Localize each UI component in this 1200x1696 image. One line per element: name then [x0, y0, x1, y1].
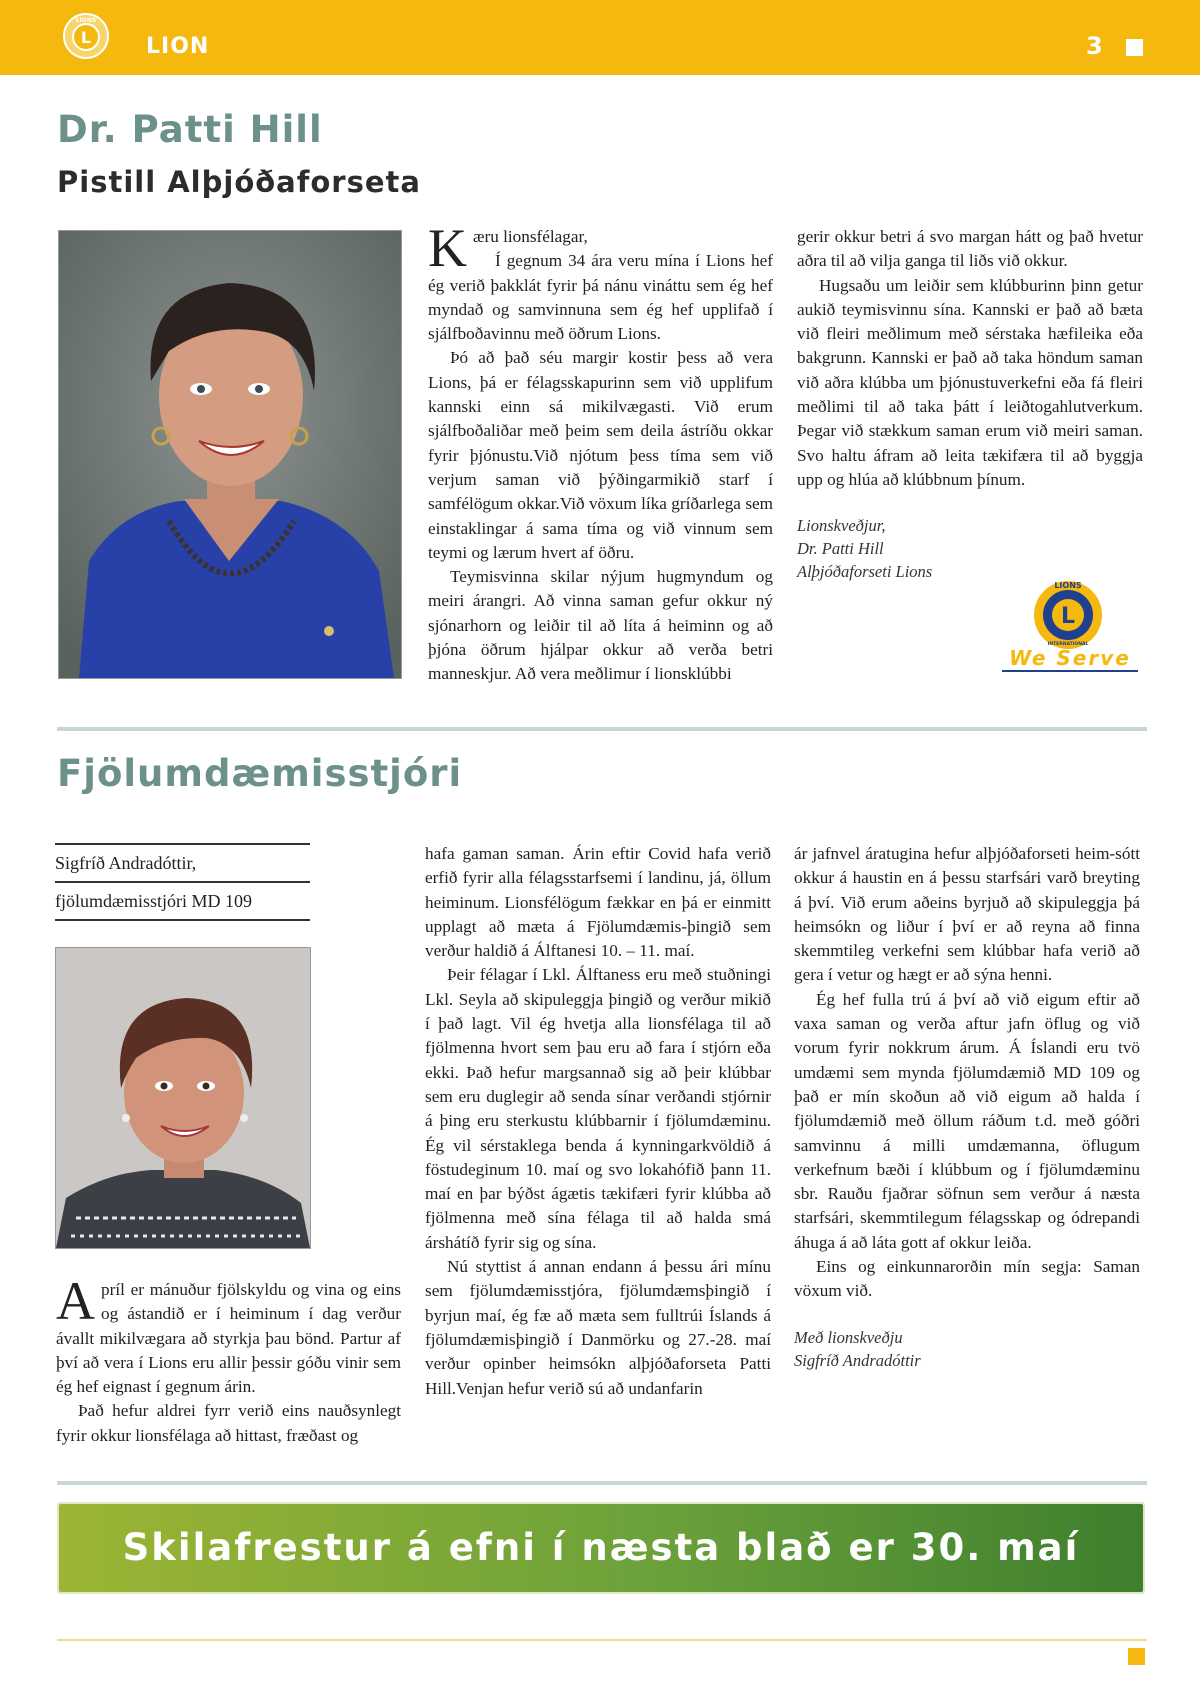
signature-line: Með lionskveðju [794, 1327, 903, 1347]
signature-line: Sigfríð Andradóttir [794, 1350, 921, 1370]
paragraph: æru lionsfélagar, [473, 227, 588, 246]
signature-line: Lionskveðjur, [797, 516, 886, 536]
signature-line: Alþjóðaforseti Lions [797, 562, 933, 582]
paragraph: hafa gaman saman. Árin eftir Covid hafa verið erfið fyrir alla félagsstarfsemi í landinu, já, öllum heiminum. Lionsfélögum fækkar en þá er einmitt upplagt að mæta á Fjölumdæmis-þingið sem verður haldið á Álftanesi 10. – 11. maí. [425, 844, 771, 961]
signature [794, 1326, 1140, 1372]
page-header [0, 0, 1200, 75]
paragraph: Í gegnum 34 ára veru mína í Lions hef ég verið þakklát fyrir þá nánu vináttu sem ég hef myndað og samvinnuna sem ég hef upplifað í sjálfboðavinnu með öðrum Lions. [428, 251, 773, 344]
section-divider [57, 1481, 1147, 1485]
svg-text:LIONS: LIONS [75, 17, 97, 24]
lions-we-serve-logo [1000, 575, 1140, 675]
dropcap: A [56, 1271, 95, 1331]
footer-rule [57, 1639, 1147, 1641]
article1-column-2 [797, 225, 1143, 583]
paragraph: Eins og einkunnarorðin mín segja: Saman vöxum við. [794, 1257, 1140, 1301]
svg-text:L: L [80, 28, 92, 47]
svg-text:INTERNATIONAL: INTERNATIONAL [1047, 642, 1089, 647]
paragraph: Hugsaðu um leiðir sem klúbburinn þinn getur aukið teymisvinnu sína. Kannski er það að bæta við fleiri meðlimum með sérstaka hæfileika eða bakgrunn. Kannski er það að taka höndum saman við aðra klúbba um þjónustuverkefni eða fá fleiri meðlimi til að taka þátt í leiðtogahlutverkum. Þegar við stækkum saman erum við meiri saman. Svo haltu áfram að leita tækifæra til að byggja upp og hlúa að klúbbnum þínum. [797, 275, 1143, 489]
svg-text:L: L [1060, 604, 1076, 629]
page-marker [1126, 39, 1143, 56]
author-box [55, 843, 310, 921]
lions-logo-icon [62, 12, 110, 60]
dropcap: K [428, 218, 467, 278]
paragraph: gerir okkur betri á svo margan hátt og það hvetur aðra til að vilja ganga til liðs við okkur. [797, 227, 1143, 271]
article2-column-1 [56, 1271, 401, 1448]
author-name: Sigfríð Andradóttir, [55, 843, 310, 881]
article-subtitle: Pistill Alþjóðaforseta [57, 165, 421, 199]
page-number: 3 [1086, 32, 1103, 60]
signature-line: Dr. Patti Hill [797, 539, 884, 559]
deadline-banner [57, 1502, 1145, 1594]
paragraph: Það hefur aldrei fyrr verið eins nauðsynlegt fyrir okkur lionsfélaga að hittast, fræðast og [56, 1401, 401, 1445]
paragraph: Teymisvinna skilar nýjum hugmyndum og meiri árangri. Að vinna saman gefur okkur ný sjónarhorn og leiðir til að líta á heiminn og að þjóna öðrum hjálpar okkur að verða betri manneskjur. Að vera meðlimur í lionsklúbbi [428, 567, 773, 684]
signature [797, 514, 1143, 583]
article2-column-3 [794, 842, 1140, 1372]
svg-text:LIONS: LIONS [1054, 581, 1082, 590]
portrait-photo [58, 230, 402, 679]
article-title: Dr. Patti Hill [57, 108, 323, 151]
article2-column-2 [425, 842, 771, 1401]
paragraph: Nú styttist á annan endann á þessu ári mínu sem fjölumdæmisstjóra, fjölumdæmsþingið í byrjun maí, ég fæ að mæta sem fulltrúi Íslands á fjölumdæmisþingið í Danmörku og 27.-28. maí verður opinber heimsókn alþjóðaforseta Patti Hill.Venjan hefur verið sú að undanfarin [425, 1257, 771, 1398]
section-divider [57, 727, 1147, 731]
author-photo [55, 947, 311, 1249]
footer-marker [1128, 1648, 1145, 1665]
paragraph: príl er mánuður fjölskyldu og vina og eins og ástandið er í heiminum í dag verður ávallt mikilvægara að styrkja þau bönd. Partur af því að vera í Lions eru allir þessir góðu vinir sem ég hef eignast í gegnum árin. [56, 1280, 401, 1397]
deadline-text: Skilafrestur á efni í næsta blað er 30. maí [122, 1526, 1080, 1569]
svg-text:We Serve: We Serve [1009, 646, 1131, 670]
author-role: fjölumdæmisstjóri MD 109 [55, 881, 310, 921]
paragraph: Þeir félagar í Lkl. Álftaness eru með stuðningi Lkl. Seyla að skipuleggja þingið og verður mikið í það lagt. Vil ég hvetja alla lionsfélaga til að fjölmenna hvort sem þau eru að fara í stjórn eða ekki. Það hefur margsannað sig að þeir klúbbar sem eru duglegir að senda sínar verðandi stjórnir á þing eru sterkustu klúbbarnir í fjölumdæminu. Ég vil sérstaklega benda á kynningarkvöldið á föstudeginum 10. maí og svo lokahófið þann 11. maí en þar býðst ágætis tækifæri fyrir klúbba að fjölmenna með sína félaga til að halda smá árshátíð fyrir sig og sína. [425, 965, 771, 1252]
paragraph: Þó að það séu margir kostir þess að vera Lions, þá er félagsskapurinn sem við upplifum kannski einn sá mikilvægasti. Við erum sjálfboðaliðar með þeim sem deila ástríðu okkar fyrir þjónustu.Við njótum þess tíma sem við verjum saman við þýðingarmikið starf í samfélögum okkar.Við vöxum líka gríðarlega sem einstaklingar á sama tíma og við vinnum sem teymi og lærum hvert af öðru. [428, 348, 773, 562]
paragraph: ár jafnvel áratugina hefur alþjóðaforseti heim-sótt okkur á haustin en á þessu starfsári varð breyting á því. Við erum aðeins byrjuð að skipuleggja þá heimsókn og liður í því er að reyna að finna skemmtileg verkefni sem klúbbar hafa verið að gera í vetur og hægt er að sýna henni. [794, 844, 1140, 985]
magazine-title: LION [146, 34, 210, 59]
paragraph: Ég hef fulla trú á því að við eigum eftir að vaxa saman og verða aftur jafn öflug og við vorum fyrir nokkrum árum. Á Íslandi eru tvö umdæmi sem mynda fjölumdæmið MD 109 og það er mín skoðun að við eigum að halda í fjölumdæmið með öllum ráðum t.d. með góðri samvinnu á milli umdæmanna, öflugum verkefnum bæði í klúbbum og í fjölumdæminu sbr. Rauðu fjaðrar söfnun sem verður á næsta starfsári, skemmtilegum félagsskap og ódrepandi áhuga á að láta gott af okkur leiða. [794, 989, 1140, 1252]
section-title: Fjölumdæmisstjóri [57, 752, 463, 795]
article1-column-1 [428, 218, 773, 687]
